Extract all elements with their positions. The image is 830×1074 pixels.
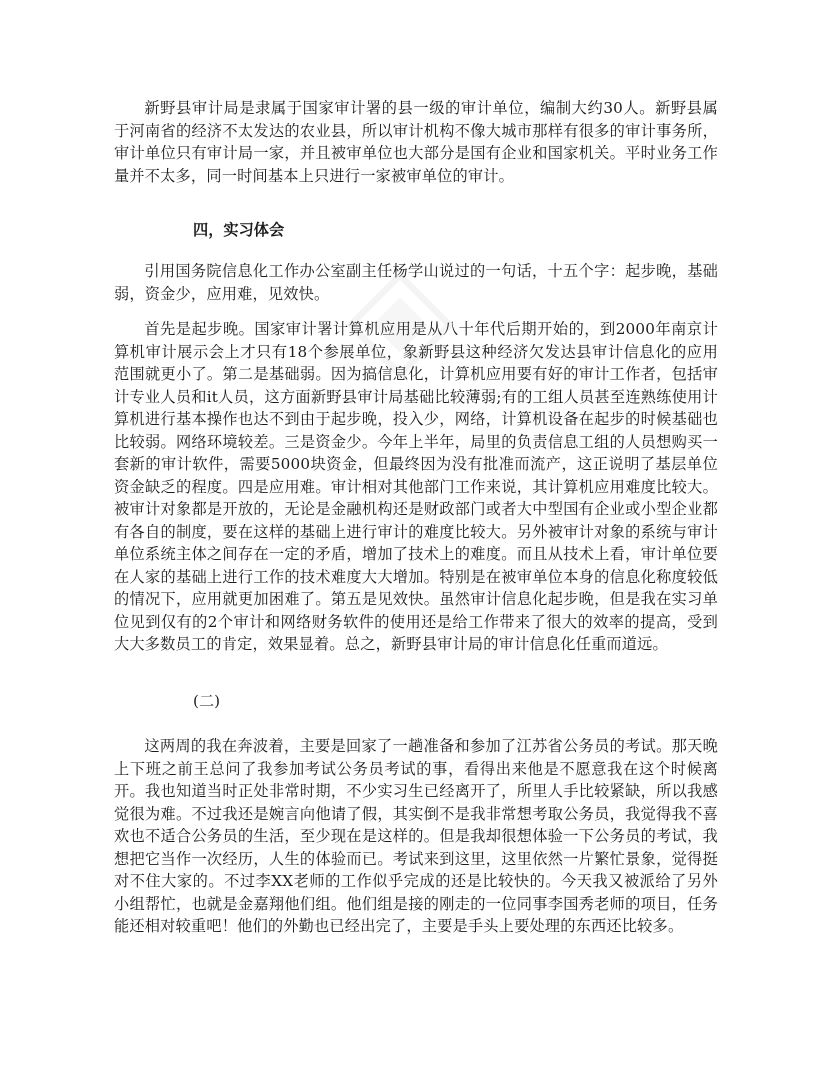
paragraph-block-1 [114,97,718,187]
section-heading-two: (二) [193,692,221,710]
heading-block-2 [114,690,718,713]
section-heading-practice-experience: 四，实习体会 [193,221,285,239]
paragraph-2: 引用国务院信息化工作办公室副主任杨学山说过的一句话，十五个字：起步晚，基础弱，资金少，应用难，见效快。 [114,262,718,303]
paragraph-1: 新野县审计局是隶属于国家审计署的县一级的审计单位，编制大约30人。新野县属于河南省的经济不太发达的农业县，所以审计机构不像大城市那样有很多的审计事务所，审计单位只有审计局一家，并且被审单位也大部分是国有企业和国家机关。平时业务工作量并不太多，同一时间基本上只进行一家被审单位的审计。 [114,99,718,185]
paragraph-3: 首先是起步晚。国家审计署计算机应用是从八十年代后期开始的，到2000年南京计算机审计展示会上才只有18个参展单位，象新野县这种经济欠发达县审计信息化的应用范围就更小了。第二是基础弱。因为搞信息化，计算机应用要有好的审计工作者，包括审计专业人员和it人员，这方面新野县审计局基础比较薄弱;有的工组人员甚至连熟练使用计算机进行基本操作也达不到由于起步晚，投入少，网络，计算机设备在起步的时候基础也比较弱。网络环境较差。三是资金少。今年上半年，局里的负责信息工组的人员想购买一套新的审计软件，需要5000块资金，但最终因为没有批准而流产，这正说明了基层单位资金缺乏的程度。四是应用难。审计相对其他部门工作来说，其计算机应用难度比较大。被审计对象都是开放的，无论是金融机构还是财政部门或者大中型国有企业或小型企业都有各自的制度，要在这样的基础上进行审计的难度比较大。另外被审计对象的系统与审计单位系统主体之间存在一定的矛盾，增加了技术上的难度。而且从技术上看，审计单位要在人家的基础上进行工作的技术难度大大增加。特别是在被审单位本身的信息化称度较低的情况下，应用就更加困难了。第五是见效快。虽然审计信息化起步晚，但是我在实习单位见到仅有的2个审计和网络财务软件的使用还是给工作带来了很大的效率的提高，受到大大多数员工的肯定，效果显着。总之，新野县审计局的审计信息化任重而道远。 [114,320,718,653]
paragraph-block-4 [114,735,718,938]
paragraph-block-3 [114,318,718,656]
paragraph-4: 这两周的我在奔波着，主要是回家了一趟准备和参加了江苏省公务员的考试。那天晚上下班之前王总问了我参加考试公务员考试的事，看得出来他是不愿意我在这个时候离开。我也知道当时正处非常时期，不少实习生已经离开了，所里人手比较紧缺，所以我感觉很为难。不过我还是婉言向他请了假，其实倒不是我非常想考取公务员，我觉得我不喜欢也不适合公务员的生活，至少现在是这样的。但是我却很想体验一下公务员的考试，我想把它当作一次经历，人生的体验而已。考试来到这里，这里依然一片繁忙景象，觉得挺对不住大家的。不过李XX老师的工作似乎完成的还是比较快的。今天我又被派给了另外小组帮忙，也就是金嘉翔他们组。他们组是接的刚走的一位同事李国秀老师的项目，任务能还相对较重吧！他们的外勤也已经出完了，主要是手头上要处理的东西还比较多。 [114,737,718,935]
heading-block-1 [114,219,718,242]
paragraph-block-2 [114,260,718,305]
